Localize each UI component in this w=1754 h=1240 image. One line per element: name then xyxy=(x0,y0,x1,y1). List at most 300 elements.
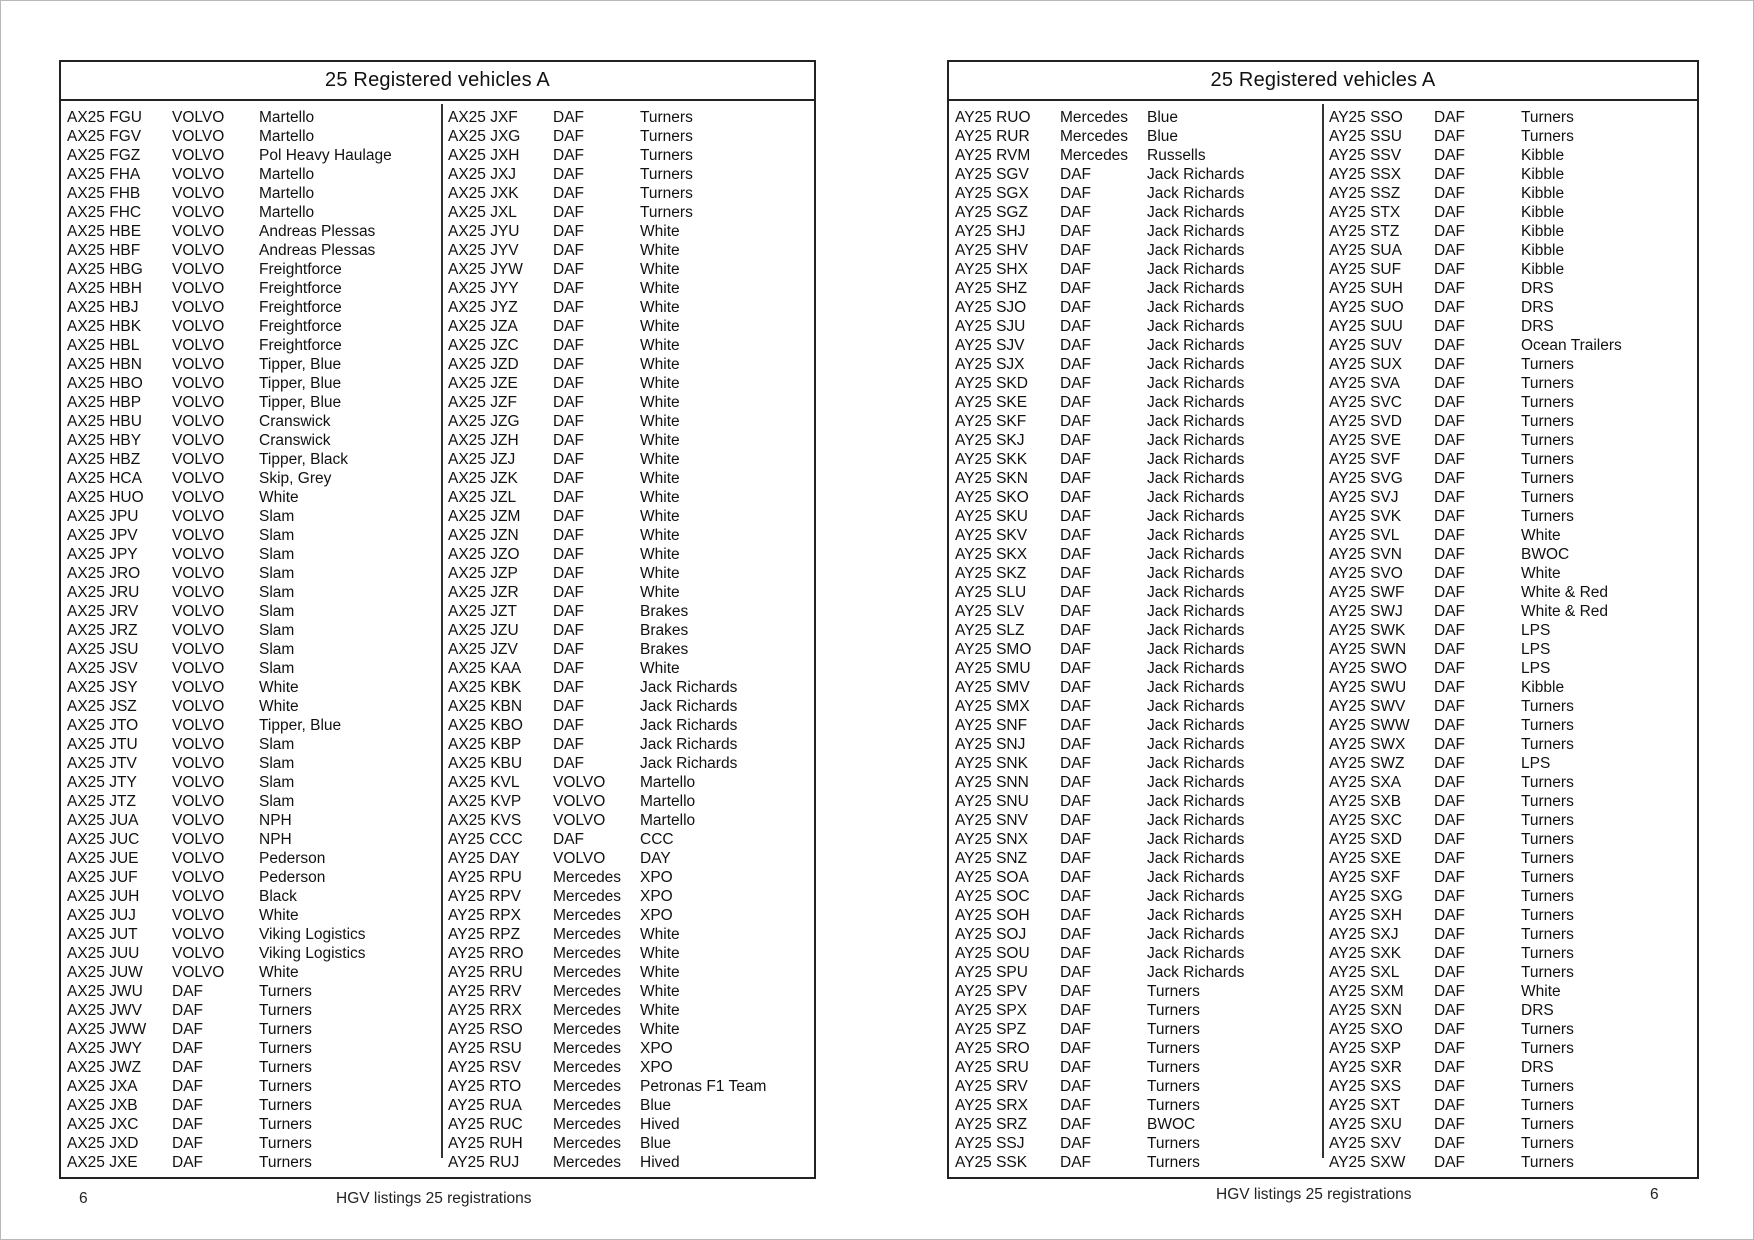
registration: AY25 SVO xyxy=(1329,565,1403,582)
operator: Petronas F1 Team xyxy=(640,1078,767,1095)
operator: Jack Richards xyxy=(1147,831,1245,848)
listing-body xyxy=(949,101,1697,1177)
registration: AY25 SXN xyxy=(1329,1002,1402,1019)
make: DAF xyxy=(1434,166,1465,183)
make: DAF xyxy=(553,641,584,658)
operator: Jack Richards xyxy=(1147,850,1245,867)
vehicle-row xyxy=(448,887,840,906)
operator: Jack Richards xyxy=(1147,185,1245,202)
make: DAF xyxy=(1434,1097,1465,1114)
operator: White & Red xyxy=(1521,603,1609,620)
registration: AY25 SXU xyxy=(1329,1116,1402,1133)
vehicle-row xyxy=(67,640,459,659)
vehicle-row xyxy=(955,431,1347,450)
operator: Turners xyxy=(259,1078,312,1095)
make: DAF xyxy=(1060,1021,1091,1038)
make: DAF xyxy=(1434,888,1465,905)
registration: AY25 SVJ xyxy=(1329,489,1399,506)
operator: White xyxy=(259,907,299,924)
make: Mercedes xyxy=(1060,128,1129,145)
operator: White xyxy=(640,527,680,544)
make: DAF xyxy=(172,1135,203,1152)
vehicle-row xyxy=(67,203,459,222)
registration: AY25 SXS xyxy=(1329,1078,1402,1095)
operator: Turners xyxy=(259,1040,312,1057)
registration: AX25 JTZ xyxy=(67,793,136,810)
make: DAF xyxy=(172,1021,203,1038)
registration: AY25 SJO xyxy=(955,299,1027,316)
operator: NPH xyxy=(259,812,292,829)
make: VOLVO xyxy=(172,869,225,886)
vehicle-row xyxy=(67,260,459,279)
vehicle-row xyxy=(955,1096,1347,1115)
registration: AY25 SNF xyxy=(955,717,1028,734)
make: DAF xyxy=(1060,489,1091,506)
operator: Jack Richards xyxy=(1147,508,1245,525)
operator: Russells xyxy=(1147,147,1206,164)
operator: White xyxy=(640,584,680,601)
vehicle-row xyxy=(448,621,840,640)
make: DAF xyxy=(1060,223,1091,240)
make: DAF xyxy=(553,147,584,164)
operator: Turners xyxy=(1521,888,1574,905)
operator: White xyxy=(640,660,680,677)
registration: AY25 SMO xyxy=(955,641,1032,658)
vehicle-row xyxy=(448,1039,840,1058)
make: Mercedes xyxy=(553,1135,622,1152)
make: VOLVO xyxy=(172,679,225,696)
operator: Turners xyxy=(1521,508,1574,525)
page-title: 25 Registered vehicles A xyxy=(949,62,1697,101)
operator: Turners xyxy=(1521,831,1574,848)
registration: AX25 HBG xyxy=(67,261,143,278)
operator: Turners xyxy=(1521,394,1574,411)
registration: AX25 JYZ xyxy=(448,299,518,316)
make: VOLVO xyxy=(172,717,225,734)
make: DAF xyxy=(1434,831,1465,848)
registration: AY25 SXP xyxy=(1329,1040,1402,1057)
make: Mercedes xyxy=(553,1154,622,1171)
operator: Freightforce xyxy=(259,261,342,278)
operator: Jack Richards xyxy=(640,755,738,772)
operator: Andreas Plessas xyxy=(259,223,376,240)
registration: AX25 HBJ xyxy=(67,299,139,316)
make: Mercedes xyxy=(553,1002,622,1019)
vehicle-row xyxy=(1329,906,1721,925)
registration: AX25 JZV xyxy=(448,641,518,658)
make: DAF xyxy=(1434,698,1465,715)
operator: Turners xyxy=(259,1059,312,1076)
vehicle-row xyxy=(67,849,459,868)
make: VOLVO xyxy=(172,945,225,962)
vehicle-row xyxy=(448,716,840,735)
operator: White xyxy=(640,413,680,430)
vehicle-row xyxy=(67,754,459,773)
make: DAF xyxy=(553,470,584,487)
registration: AY25 RUC xyxy=(448,1116,523,1133)
make: DAF xyxy=(172,1097,203,1114)
registration: AY25 SVN xyxy=(1329,546,1402,563)
operator: XPO xyxy=(640,907,673,924)
make: VOLVO xyxy=(172,128,225,145)
vehicle-row xyxy=(67,1039,459,1058)
operator: Turners xyxy=(1147,1059,1200,1076)
registration: AX25 FGV xyxy=(67,128,142,145)
registration: AX25 JUA xyxy=(67,812,139,829)
registration: AX25 JTV xyxy=(67,755,137,772)
make: DAF xyxy=(1060,945,1091,962)
operator: Hived xyxy=(640,1154,680,1171)
right-page-number: 6 xyxy=(1650,1186,1659,1203)
make: DAF xyxy=(1060,1002,1091,1019)
make: DAF xyxy=(553,185,584,202)
vehicle-row xyxy=(955,393,1347,412)
make: DAF xyxy=(553,166,584,183)
vehicle-row xyxy=(67,127,459,146)
vehicle-row xyxy=(67,1077,459,1096)
make: DAF xyxy=(553,831,584,848)
vehicle-row xyxy=(1329,944,1721,963)
make: DAF xyxy=(1434,185,1465,202)
make: VOLVO xyxy=(172,413,225,430)
vehicle-row xyxy=(955,545,1347,564)
registration: AX25 JPY xyxy=(67,546,138,563)
registration: AX25 JRU xyxy=(67,584,140,601)
vehicle-row xyxy=(448,374,840,393)
vehicle-row xyxy=(955,792,1347,811)
make: DAF xyxy=(172,1059,203,1076)
registration: AX25 KBU xyxy=(448,755,523,772)
make: DAF xyxy=(1060,1154,1091,1171)
make: DAF xyxy=(1434,261,1465,278)
operator: Turners xyxy=(1147,1078,1200,1095)
registration: AY25 SNV xyxy=(955,812,1028,829)
make: DAF xyxy=(1060,280,1091,297)
vehicle-row xyxy=(1329,507,1721,526)
make: DAF xyxy=(1434,1135,1465,1152)
vehicle-row xyxy=(1329,336,1721,355)
make: DAF xyxy=(553,660,584,677)
operator: Turners xyxy=(1521,774,1574,791)
operator: Slam xyxy=(259,584,295,601)
vehicle-row xyxy=(448,1058,840,1077)
make: DAF xyxy=(172,1002,203,1019)
registration: AX25 HBO xyxy=(67,375,143,392)
vehicle-row xyxy=(1329,1001,1721,1020)
vehicle-row xyxy=(1329,564,1721,583)
operator: White xyxy=(259,489,299,506)
vehicle-row xyxy=(955,317,1347,336)
operator: Jack Richards xyxy=(1147,432,1245,449)
vehicle-row xyxy=(955,507,1347,526)
operator: Slam xyxy=(259,660,295,677)
make: DAF xyxy=(1060,527,1091,544)
registration: AY25 SKZ xyxy=(955,565,1027,582)
operator: Turners xyxy=(1521,375,1574,392)
vehicle-row xyxy=(955,564,1347,583)
vehicle-row xyxy=(1329,830,1721,849)
operator: Skip, Grey xyxy=(259,470,332,487)
registration: AX25 JYU xyxy=(448,223,520,240)
operator: Turners xyxy=(1521,356,1574,373)
operator: Jack Richards xyxy=(1147,318,1245,335)
make: VOLVO xyxy=(172,166,225,183)
registration: AY25 SVL xyxy=(1329,527,1400,544)
operator: White xyxy=(1521,565,1561,582)
operator: Jack Richards xyxy=(1147,717,1245,734)
make: DAF xyxy=(553,679,584,696)
vehicle-row xyxy=(448,1020,840,1039)
make: DAF xyxy=(553,356,584,373)
make: VOLVO xyxy=(172,223,225,240)
operator: Slam xyxy=(259,508,295,525)
operator: Turners xyxy=(1521,793,1574,810)
registration: AX25 JYY xyxy=(448,280,519,297)
registration: AY25 SWJ xyxy=(1329,603,1403,620)
make: DAF xyxy=(1060,622,1091,639)
vehicle-row xyxy=(1329,203,1721,222)
registration: AY25 RUJ xyxy=(448,1154,520,1171)
registration: AY25 SXW xyxy=(1329,1154,1406,1171)
make: VOLVO xyxy=(172,337,225,354)
registration: AY25 SPV xyxy=(955,983,1028,1000)
operator: Blue xyxy=(1147,109,1179,126)
operator: Turners xyxy=(259,1021,312,1038)
registration: AY25 SNU xyxy=(955,793,1029,810)
make: DAF xyxy=(1434,527,1465,544)
operator: Martello xyxy=(640,812,696,829)
vehicle-row xyxy=(1329,222,1721,241)
vehicle-row xyxy=(955,146,1347,165)
vehicle-row xyxy=(955,735,1347,754)
registration: AX25 JZU xyxy=(448,622,519,639)
registration: AY25 SSV xyxy=(1329,147,1402,164)
registration: AX25 KBK xyxy=(448,679,522,696)
operator: Martello xyxy=(259,185,315,202)
registration: AY25 SSK xyxy=(955,1154,1028,1171)
make: DAF xyxy=(1060,869,1091,886)
make: DAF xyxy=(1434,964,1465,981)
vehicle-row xyxy=(67,944,459,963)
registration: AY25 SOJ xyxy=(955,926,1027,943)
make: DAF xyxy=(1060,774,1091,791)
make: Mercedes xyxy=(553,1097,622,1114)
make: DAF xyxy=(1060,451,1091,468)
make: DAF xyxy=(1434,869,1465,886)
make: VOLVO xyxy=(172,698,225,715)
vehicle-row xyxy=(1329,735,1721,754)
operator: Jack Richards xyxy=(1147,964,1245,981)
registration: AY25 SWW xyxy=(1329,717,1410,734)
vehicle-row xyxy=(955,1001,1347,1020)
make: DAF xyxy=(553,755,584,772)
operator: Slam xyxy=(259,641,295,658)
make: DAF xyxy=(1060,850,1091,867)
operator: Ocean Trailers xyxy=(1521,337,1622,354)
vehicle-row xyxy=(448,298,840,317)
registration: AY25 STX xyxy=(1329,204,1401,221)
operator: White xyxy=(259,679,299,696)
registration: AY25 SXH xyxy=(1329,907,1402,924)
make: DAF xyxy=(1060,603,1091,620)
make: DAF xyxy=(1060,318,1091,335)
make: VOLVO xyxy=(172,109,225,126)
vehicle-row xyxy=(955,906,1347,925)
vehicle-row xyxy=(67,659,459,678)
operator: Tipper, Blue xyxy=(259,394,342,411)
registration: AX25 JXL xyxy=(448,204,517,221)
registration: AX25 JZE xyxy=(448,375,518,392)
make: DAF xyxy=(553,508,584,525)
make: DAF xyxy=(553,527,584,544)
operator: Kibble xyxy=(1521,185,1565,202)
vehicle-row xyxy=(955,621,1347,640)
vehicle-row xyxy=(448,355,840,374)
registration: AX25 HBU xyxy=(67,413,142,430)
make: DAF xyxy=(553,451,584,468)
make: VOLVO xyxy=(172,584,225,601)
make: VOLVO xyxy=(172,641,225,658)
operator: Jack Richards xyxy=(1147,413,1245,430)
registration: AY25 RRO xyxy=(448,945,524,962)
operator: Jack Richards xyxy=(1147,356,1245,373)
registration: AY25 SKD xyxy=(955,375,1028,392)
registration: AY25 SPX xyxy=(955,1002,1028,1019)
vehicle-row xyxy=(955,1153,1347,1172)
make: DAF xyxy=(1060,907,1091,924)
vehicle-row xyxy=(448,203,840,222)
make: Mercedes xyxy=(553,1040,622,1057)
registration: AY25 SVF xyxy=(1329,451,1401,468)
operator: Turners xyxy=(1521,698,1574,715)
make: VOLVO xyxy=(172,451,225,468)
vehicle-row xyxy=(955,526,1347,545)
vehicle-row xyxy=(448,146,840,165)
make: DAF xyxy=(1434,1002,1465,1019)
make: VOLVO xyxy=(172,888,225,905)
make: Mercedes xyxy=(1060,147,1129,164)
make: DAF xyxy=(1060,983,1091,1000)
registration: AY25 SKE xyxy=(955,394,1028,411)
operator: Jack Richards xyxy=(1147,394,1245,411)
vehicle-row xyxy=(1329,1096,1721,1115)
make: DAF xyxy=(1434,755,1465,772)
registration: AX25 JWY xyxy=(67,1040,142,1057)
make: DAF xyxy=(1434,1021,1465,1038)
vehicle-row xyxy=(955,241,1347,260)
make: VOLVO xyxy=(172,394,225,411)
vehicle-row xyxy=(448,526,840,545)
registration: AX25 JUU xyxy=(67,945,140,962)
registration: AY25 RVM xyxy=(955,147,1031,164)
vehicle-row xyxy=(1329,1115,1721,1134)
registration: AY25 SNN xyxy=(955,774,1029,791)
operator: Jack Richards xyxy=(1147,546,1245,563)
make: VOLVO xyxy=(172,280,225,297)
registration: AX25 KBO xyxy=(448,717,523,734)
operator: Martello xyxy=(640,774,696,791)
operator: Viking Logistics xyxy=(259,945,366,962)
registration: AX25 JZT xyxy=(448,603,517,620)
operator: Kibble xyxy=(1521,166,1565,183)
make: VOLVO xyxy=(172,603,225,620)
make: VOLVO xyxy=(172,755,225,772)
operator: Jack Richards xyxy=(1147,641,1245,658)
make: DAF xyxy=(553,698,584,715)
make: DAF xyxy=(1434,451,1465,468)
vehicle-row xyxy=(67,184,459,203)
registration: AX25 KVL xyxy=(448,774,520,791)
vehicle-row xyxy=(67,507,459,526)
registration: AY25 RPV xyxy=(448,888,521,905)
registration: AX25 JXH xyxy=(448,147,520,164)
make: DAF xyxy=(1060,508,1091,525)
make: DAF xyxy=(1060,546,1091,563)
operator: Jack Richards xyxy=(1147,774,1245,791)
registration: AY25 SMU xyxy=(955,660,1031,677)
vehicle-row xyxy=(955,963,1347,982)
operator: Tipper, Blue xyxy=(259,356,342,373)
registration: AY25 SXB xyxy=(1329,793,1402,810)
make: DAF xyxy=(1434,945,1465,962)
vehicle-row xyxy=(448,222,840,241)
operator: Slam xyxy=(259,622,295,639)
vehicle-row xyxy=(448,317,840,336)
make: DAF xyxy=(553,299,584,316)
registration: AX25 HBP xyxy=(67,394,142,411)
operator: DRS xyxy=(1521,1002,1554,1019)
vehicle-row xyxy=(955,355,1347,374)
operator: Turners xyxy=(1521,945,1574,962)
vehicle-row xyxy=(448,1096,840,1115)
operator: Slam xyxy=(259,793,295,810)
vehicle-row xyxy=(955,1058,1347,1077)
make: DAF xyxy=(1060,926,1091,943)
registration: AX25 JZR xyxy=(448,584,519,601)
vehicle-row xyxy=(1329,811,1721,830)
vehicle-row xyxy=(67,469,459,488)
operator: Turners xyxy=(640,204,693,221)
vehicle-row xyxy=(67,317,459,336)
registration: AY25 SUA xyxy=(1329,242,1402,259)
operator: Brakes xyxy=(640,622,689,639)
registration: AY25 SHX xyxy=(955,261,1028,278)
registration: AY25 SLZ xyxy=(955,622,1025,639)
vehicle-row xyxy=(67,298,459,317)
make: DAF xyxy=(1060,204,1091,221)
operator: White xyxy=(1521,983,1561,1000)
operator: White xyxy=(259,698,299,715)
vehicle-row xyxy=(955,184,1347,203)
registration: AY25 RUH xyxy=(448,1135,523,1152)
make: DAF xyxy=(1434,793,1465,810)
registration: AY25 SXV xyxy=(1329,1135,1402,1152)
make: DAF xyxy=(553,394,584,411)
operator: Jack Richards xyxy=(1147,793,1245,810)
registration: AY25 SJX xyxy=(955,356,1025,373)
operator: Jack Richards xyxy=(1147,755,1245,772)
make: DAF xyxy=(1434,109,1465,126)
operator: Tipper, Blue xyxy=(259,375,342,392)
left-page-listing xyxy=(59,60,816,1179)
operator: White xyxy=(640,356,680,373)
make: DAF xyxy=(1434,546,1465,563)
make: VOLVO xyxy=(172,356,225,373)
make: DAF xyxy=(553,717,584,734)
vehicle-row xyxy=(67,393,459,412)
operator: Slam xyxy=(259,603,295,620)
operator: Slam xyxy=(259,565,295,582)
